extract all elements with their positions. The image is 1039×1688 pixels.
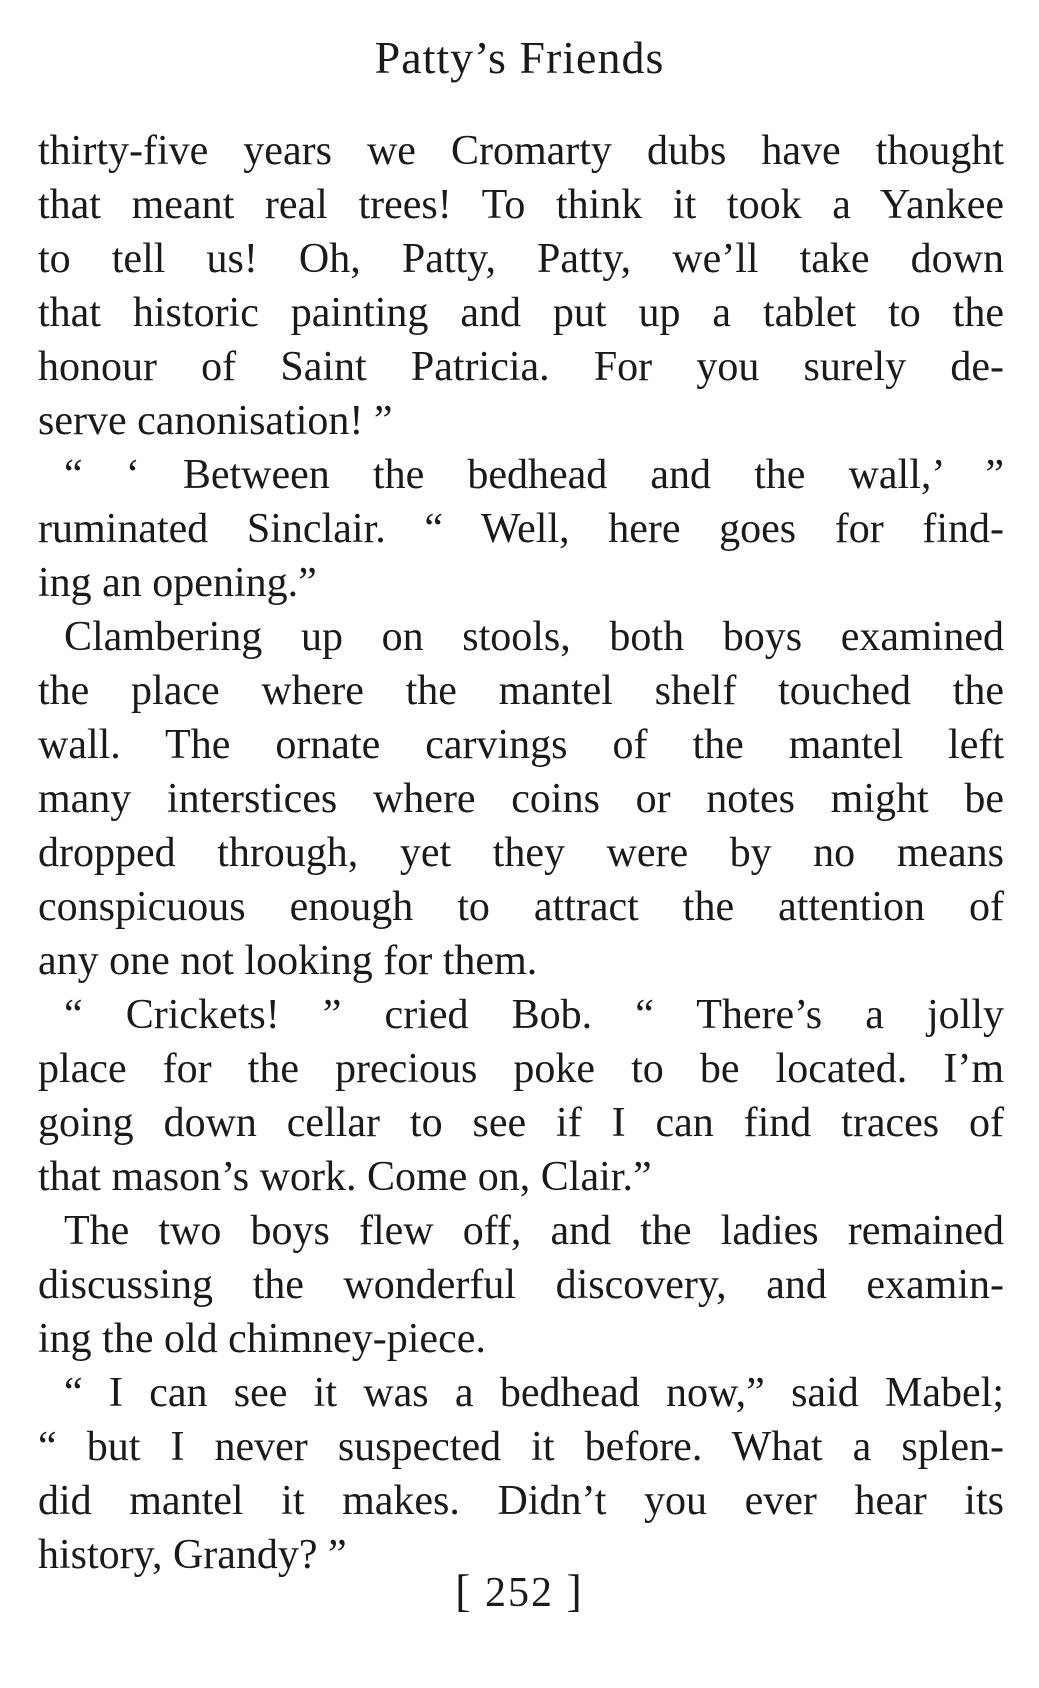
text-line: any one not looking for them. — [38, 938, 538, 984]
text-line: that mason’s work. Come on, Clair.” — [38, 1154, 652, 1200]
text-line: the place where the mantel shelf touched the — [38, 668, 1004, 714]
text-line: ing the old chimney-piece. — [38, 1316, 486, 1362]
text-line: The two boys flew off, and the ladies remained — [64, 1208, 1004, 1254]
text-line: many interstices where coins or notes might be — [38, 776, 1004, 822]
text-line: place for the precious poke to be located. I’m — [38, 1046, 1004, 1092]
text-line: ruminated Sinclair. “ Well, here goes for find- — [38, 506, 1004, 552]
text-line: “ ‘ Between the bedhead and the wall,’ ” — [64, 452, 1004, 498]
text-line: conspicuous enough to attract the attention of — [38, 884, 1004, 930]
text-line: “ but I never suspected it before. What a splen- — [38, 1424, 1004, 1470]
text-line: honour of Saint Patricia. For you surely de- — [38, 344, 1004, 390]
folio-bracket-close: ] — [566, 1565, 584, 1616]
text-line: “ Crickets! ” cried Bob. “ There’s a jolly — [64, 992, 1004, 1038]
text-line: serve canonisation! ” — [38, 398, 393, 444]
running-head-title: Patty’s Friends — [374, 32, 665, 83]
body-text — [38, 124, 1004, 1582]
text-line: discussing the wonderful discovery, and examin- — [38, 1262, 1004, 1308]
text-line: that historic painting and put up a tablet to the — [38, 290, 1004, 336]
text-line: dropped through, yet they were by no means — [38, 830, 1004, 876]
text-line: did mantel it makes. Didn’t you ever hear its — [38, 1478, 1004, 1524]
text-line: ing an opening.” — [38, 560, 317, 606]
text-line: wall. The ornate carvings of the mantel left — [38, 722, 1004, 768]
text-line: history, Grandy? ” — [38, 1532, 347, 1578]
text-line: “ I can see it was a bedhead now,” said Mabel; — [64, 1370, 1004, 1416]
folio-bracket-open: [ — [455, 1565, 473, 1616]
page-number — [0, 1564, 1039, 1617]
text-line: Clambering up on stools, both boys examined — [64, 614, 1004, 660]
text-line: that meant real trees! To think it took a Yankee — [38, 182, 1004, 228]
folio-number: 252 — [485, 1570, 554, 1616]
text-line: going down cellar to see if I can find traces of — [38, 1100, 1004, 1146]
text-line: to tell us! Oh, Patty, Patty, we’ll take down — [38, 236, 1004, 282]
text-line: thirty-five years we Cromarty dubs have thought — [38, 128, 1004, 174]
